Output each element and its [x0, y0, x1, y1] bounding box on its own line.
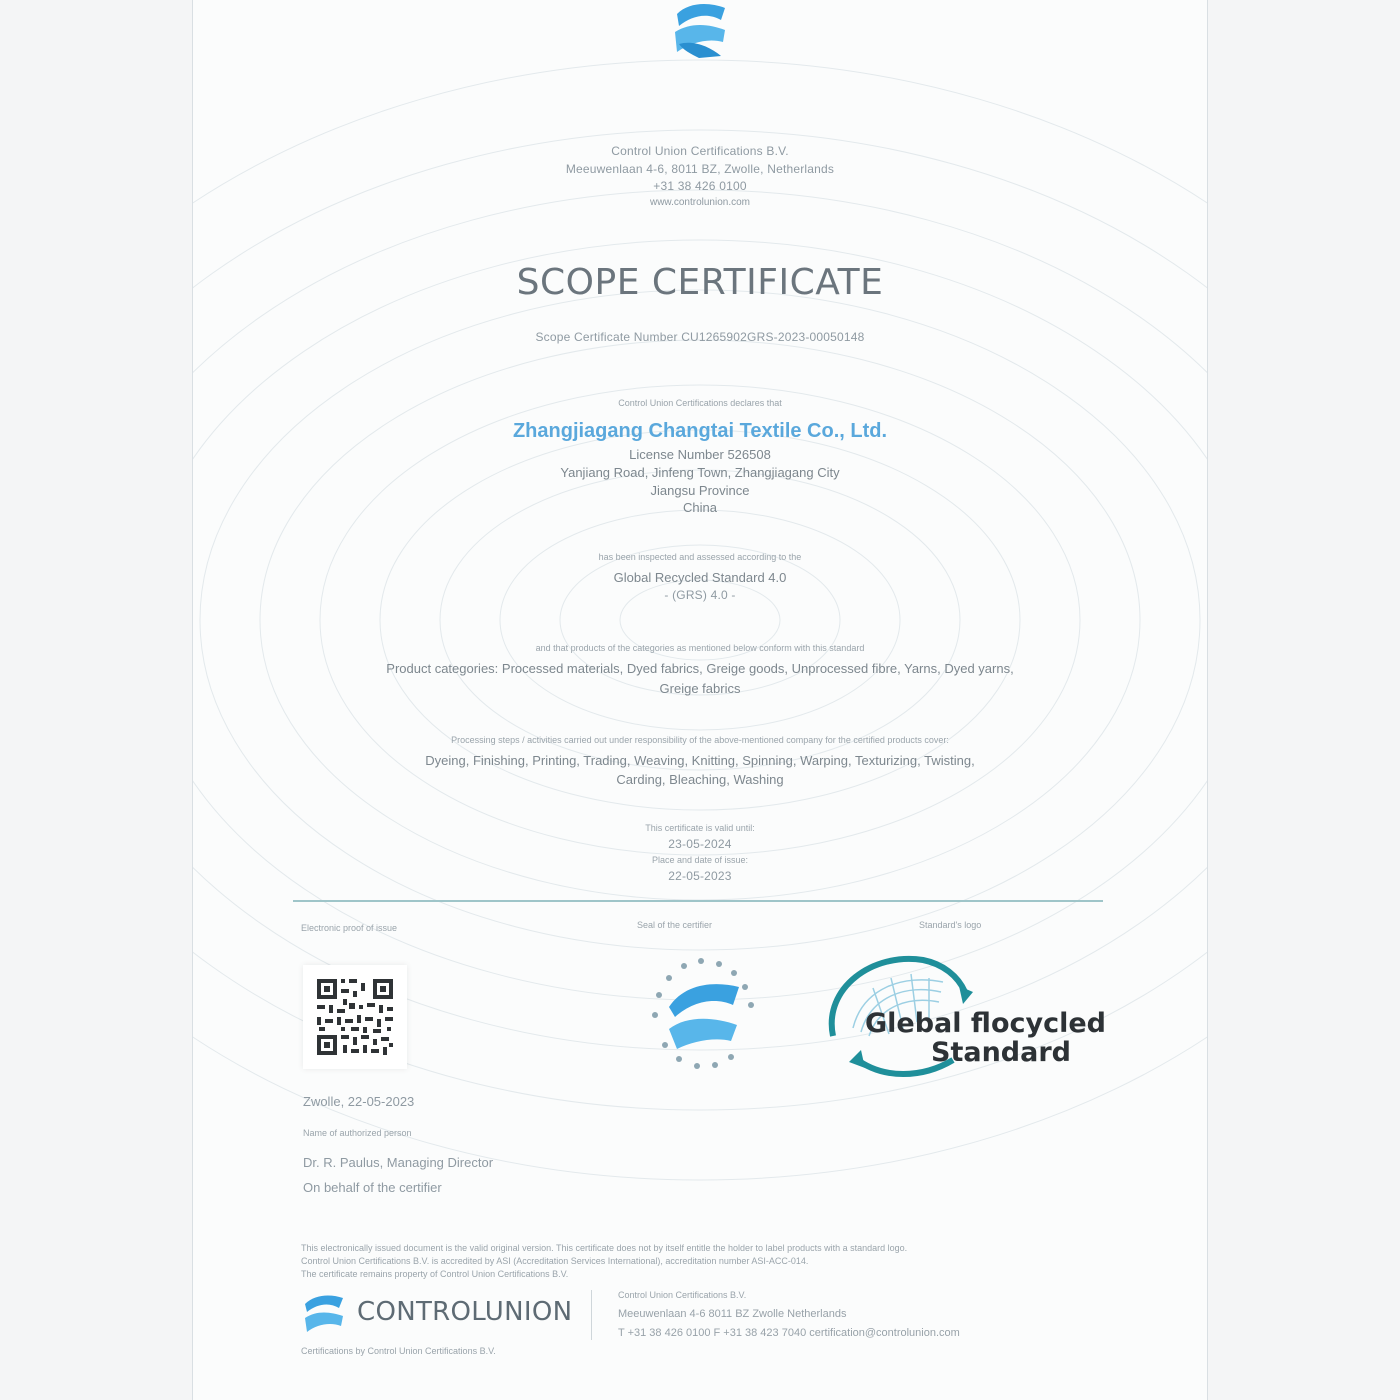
holder-country: China [683, 500, 717, 515]
signatory-line-2: On behalf of the certifier [303, 1180, 442, 1195]
certifier-website: www.controlunion.com [649, 197, 751, 208]
processes-line-2: Carding, Bleaching, Washing [616, 772, 784, 787]
contact-heading: Control Union Certifications B.V. [618, 1290, 747, 1300]
disclaimer-line-2: Control Union Certifications B.V. is accredited by ASI (Accreditation Services International), accreditation number ASI-ACC-014. [301, 1256, 809, 1266]
holder-province: Jiangsu Province [650, 483, 750, 498]
qr-code[interactable] [303, 965, 407, 1069]
brand-name: CONTROLUNION [357, 1297, 573, 1327]
disclaimer-line-1: This electronically issued document is the valid original version. This certificate does not by itself entitle the holder to label products with a standard logo. [301, 1243, 908, 1253]
control-union-brand-icon [301, 1292, 347, 1334]
products-line-1: Product categories: Processed materials, Dyed fabrics, Greige goods, Unprocessed fibre, Yarns, Dyed yarns, [386, 661, 1014, 676]
contact-line-1: Meeuwenlaan 4-6 8011 BZ Zwolle Netherlands [618, 1308, 847, 1320]
products-line-2: Greige fabrics [659, 681, 741, 696]
products-heading: and that products of the categories as mentioned below conform with this standard [535, 643, 865, 653]
brand-contact-separator [591, 1290, 592, 1340]
issue-label: Place and date of issue: [651, 855, 749, 865]
standard-heading: has been inspected and assessed according to the [598, 552, 802, 562]
contact-line-2: T +31 38 426 0100 F +31 38 423 7040 certification@controlunion.com [618, 1327, 960, 1339]
issue-date: 22-05-2023 [668, 869, 732, 883]
grs-logo-line-1: Glebal flocycled [865, 1008, 1106, 1039]
certifier-address: Meeuwenlaan 4-6, 8011 BZ, Zwolle, Netherlands [565, 162, 835, 176]
valid-until-label: This certificate is valid until: [645, 823, 755, 833]
brand-tagline: Certifications by Control Union Certifications B.V. [301, 1346, 496, 1356]
place-date: Zwolle, 22-05-2023 [303, 1094, 415, 1109]
control-union-wave-icon [669, 0, 731, 62]
footer-divider [293, 900, 1103, 902]
qr-code-icon [303, 965, 407, 1069]
grs-logo-line-2: Standard [931, 1037, 1071, 1068]
certifier-name: Control Union Certifications B.V. [611, 144, 789, 158]
seal-heading: Seal of the certifier [637, 920, 713, 930]
standard-name: Global Recycled Standard 4.0 [613, 570, 787, 585]
processes-line-1: Dyeing, Finishing, Printing, Trading, Weaving, Knitting, Spinning, Warping, Texturizing, Twisting, [425, 753, 975, 768]
certifier-phone: +31 38 426 0100 [653, 179, 747, 193]
certificate-number: Scope Certificate Number CU1265902GRS-2023-00050148 [535, 330, 865, 344]
signed-heading: Name of authorized person [303, 1128, 412, 1138]
holder-address: Yanjiang Road, Jinfeng Town, Zhangjiagang City [560, 465, 840, 480]
standard-subline: - (GRS) 4.0 - [664, 588, 736, 602]
qr-heading: Electronic proof of issue [301, 923, 398, 933]
logo-heading: Standard's logo [919, 920, 982, 930]
signatory-line-1: Dr. R. Paulus, Managing Director [303, 1155, 494, 1170]
valid-until-date: 23-05-2024 [668, 837, 732, 851]
certificate-page [192, 0, 1208, 1400]
holder-company: Zhangjiagang Changtai Textile Co., Ltd. [512, 420, 888, 442]
page-title: SCOPE CERTIFICATE [516, 262, 884, 303]
processes-heading: Processing steps / activities carried out under responsibility of the above-mentioned company for the certified products cover: [451, 735, 949, 745]
disclaimer-line-3: The certificate remains property of Control Union Certifications B.V. [301, 1269, 569, 1279]
holder-license: License Number 526508 [629, 447, 771, 462]
certifier-seal-icon [629, 945, 769, 1085]
holder-heading: Control Union Certifications declares that [618, 398, 782, 408]
